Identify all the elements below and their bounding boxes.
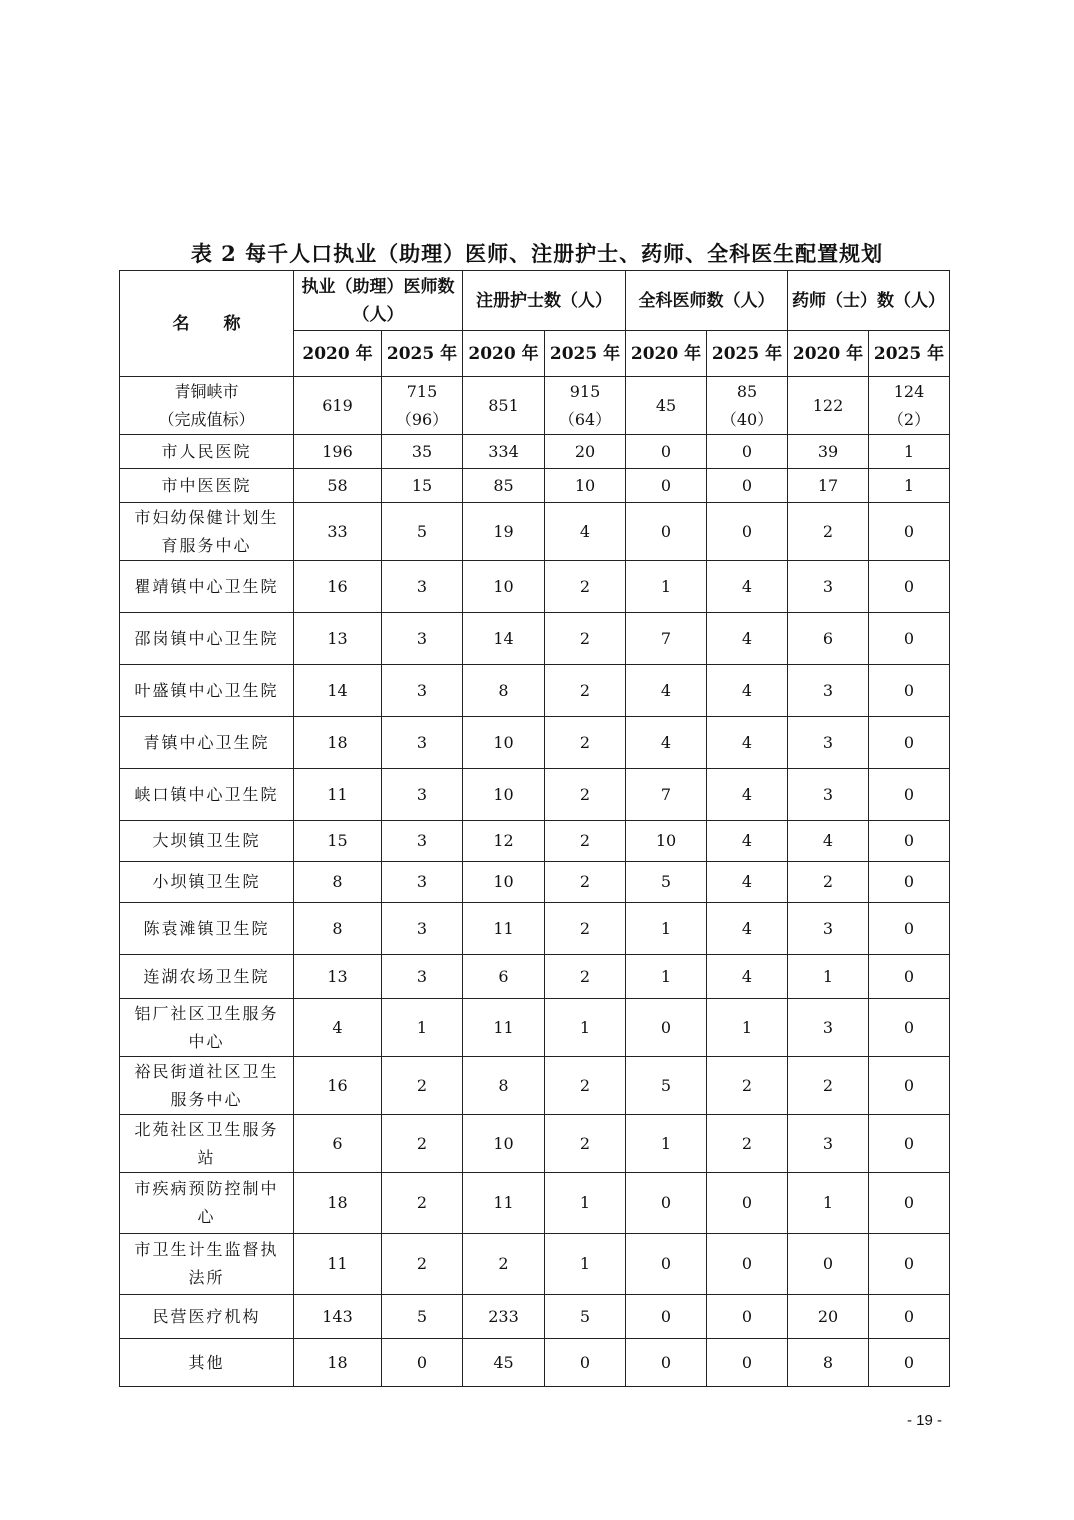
table-cell: 4: [788, 821, 869, 862]
staffing-plan-table: [119, 270, 950, 1387]
table-cell: 196: [294, 435, 382, 469]
table-cell: 5: [545, 1295, 626, 1339]
table-cell: 11: [294, 769, 382, 821]
row-name: 市疾病预防控制中心: [120, 1173, 294, 1234]
table-row: [120, 1115, 950, 1173]
table-cell: 0: [626, 999, 707, 1057]
table-cell: 0: [788, 1234, 869, 1295]
table-cell: 85: [463, 469, 545, 503]
table-cell: 0: [869, 862, 950, 903]
header-group-pharmacists: 药师（士）数（人）: [788, 271, 950, 331]
table-row: [120, 769, 950, 821]
summary-value: 124: [893, 381, 925, 401]
table-cell: 15: [382, 469, 463, 503]
table-cell: 1: [626, 955, 707, 999]
table-cell: 2: [545, 1057, 626, 1115]
table-cell: 16: [294, 1057, 382, 1115]
table-cell: 0: [869, 1234, 950, 1295]
table-cell: 2: [545, 821, 626, 862]
table-cell: 8: [463, 1057, 545, 1115]
table-cell: 0: [707, 1234, 788, 1295]
table-cell: 1: [626, 1115, 707, 1173]
table-cell: 10: [626, 821, 707, 862]
table-cell: 2: [788, 862, 869, 903]
summary-value: 715: [406, 381, 438, 401]
table-cell: 4: [707, 561, 788, 613]
table-cell: 2: [707, 1115, 788, 1173]
table-cell: 18: [294, 717, 382, 769]
table-cell: 0: [707, 1339, 788, 1387]
table-cell: 0: [707, 435, 788, 469]
table-cell: 0: [869, 503, 950, 561]
table-cell: 2: [545, 561, 626, 613]
table-cell: 1: [545, 1234, 626, 1295]
table-cell: 3: [788, 999, 869, 1057]
table-cell: 19: [463, 503, 545, 561]
table-row: [120, 435, 950, 469]
summary-cell: [869, 377, 950, 435]
table-cell: 1: [545, 1173, 626, 1234]
table-cell: 10: [463, 561, 545, 613]
table-cell: 10: [463, 862, 545, 903]
page-number: - 19 -: [906, 1412, 942, 1429]
table-cell: 3: [788, 903, 869, 955]
table-cell: 45: [463, 1339, 545, 1387]
header-group-nurses: 注册护士数（人）: [463, 271, 626, 331]
summary-cell: 45: [626, 377, 707, 435]
header-year: 2020 年: [788, 331, 869, 377]
table-cell: 2: [463, 1234, 545, 1295]
row-name: 大坝镇卫生院: [120, 821, 294, 862]
table-cell: 6: [463, 955, 545, 999]
table-cell: 2: [545, 903, 626, 955]
summary-value: 85: [736, 381, 758, 401]
summary-cell: [382, 377, 463, 435]
table-cell: 8: [788, 1339, 869, 1387]
table-cell: 10: [545, 469, 626, 503]
row-name: 市中医医院: [120, 469, 294, 503]
table-row: [120, 1173, 950, 1234]
table-cell: 1: [869, 469, 950, 503]
header-year: 2020 年: [463, 331, 545, 377]
table-cell: 3: [788, 1115, 869, 1173]
table-cell: 0: [869, 821, 950, 862]
summary-increment: （64）: [558, 409, 612, 429]
row-name: 裕民街道社区卫生服务中心: [120, 1057, 294, 1115]
table-title: 表 2 每千人口执业（助理）医师、注册护士、药师、全科医生配置规划: [190, 241, 884, 266]
table-row: [120, 903, 950, 955]
summary-increment: （2）: [887, 409, 931, 429]
table-row: [120, 561, 950, 613]
table-cell: 0: [869, 561, 950, 613]
table-cell: 4: [707, 821, 788, 862]
header-year: 2020 年: [626, 331, 707, 377]
table-cell: 13: [294, 955, 382, 999]
summary-name: [120, 377, 294, 435]
table-row: [120, 665, 950, 717]
row-name: 小坝镇卫生院: [120, 862, 294, 903]
table-cell: 0: [707, 1295, 788, 1339]
table-cell: 2: [545, 955, 626, 999]
table-cell: 3: [382, 955, 463, 999]
table-cell: 11: [463, 903, 545, 955]
table-cell: 2: [382, 1057, 463, 1115]
table-cell: 11: [294, 1234, 382, 1295]
table-cell: 15: [294, 821, 382, 862]
table-cell: 4: [626, 665, 707, 717]
table-cell: 3: [382, 821, 463, 862]
summary-cell: 851: [463, 377, 545, 435]
table-cell: 0: [382, 1339, 463, 1387]
table-cell: 1: [788, 1173, 869, 1234]
table-cell: 3: [382, 665, 463, 717]
summary-cell: 122: [788, 377, 869, 435]
row-name: 市妇幼保健计划生育服务中心: [120, 503, 294, 561]
table-cell: 17: [788, 469, 869, 503]
table-cell: 58: [294, 469, 382, 503]
table-cell: 4: [707, 955, 788, 999]
table-cell: 0: [707, 1173, 788, 1234]
row-name: 青镇中心卫生院: [120, 717, 294, 769]
table-cell: 2: [545, 613, 626, 665]
table-cell: 2: [545, 717, 626, 769]
table-cell: 0: [869, 999, 950, 1057]
row-name: 峡口镇中心卫生院: [120, 769, 294, 821]
row-name: 叶盛镇中心卫生院: [120, 665, 294, 717]
summary-cell: [545, 377, 626, 435]
summary-row: [120, 377, 950, 435]
table-cell: 0: [626, 1173, 707, 1234]
table-cell: 3: [382, 717, 463, 769]
table-cell: 0: [869, 903, 950, 955]
header-year: 2025 年: [707, 331, 788, 377]
table-cell: 18: [294, 1339, 382, 1387]
table-cell: 14: [463, 613, 545, 665]
summary-cell: [707, 377, 788, 435]
table-cell: 0: [626, 1234, 707, 1295]
row-name: 铝厂社区卫生服务中心: [120, 999, 294, 1057]
table-cell: 0: [626, 1339, 707, 1387]
table-cell: 0: [707, 503, 788, 561]
table-cell: 0: [626, 1295, 707, 1339]
table-cell: 5: [626, 862, 707, 903]
table-cell: 1: [869, 435, 950, 469]
header-group-gps: 全科医师数（人）: [626, 271, 788, 331]
table-cell: 12: [463, 821, 545, 862]
table-cell: 8: [463, 665, 545, 717]
table-cell: 0: [869, 613, 950, 665]
table-cell: 0: [869, 665, 950, 717]
header-year: 2025 年: [869, 331, 950, 377]
table-cell: 11: [463, 1173, 545, 1234]
table-cell: 2: [545, 862, 626, 903]
table-cell: 3: [382, 613, 463, 665]
table-cell: 0: [869, 1339, 950, 1387]
table-cell: 33: [294, 503, 382, 561]
table-row: [120, 955, 950, 999]
table-cell: 2: [382, 1173, 463, 1234]
header-group-physicians: 执业（助理）医师数（人）: [294, 271, 463, 331]
table-cell: 4: [707, 717, 788, 769]
header-year: 2025 年: [382, 331, 463, 377]
summary-name-line1: 青铜峡市: [174, 381, 239, 401]
table-cell: 4: [707, 903, 788, 955]
table-cell: 20: [545, 435, 626, 469]
table-row: [120, 717, 950, 769]
table-cell: 0: [626, 503, 707, 561]
row-name: 陈袁滩镇卫生院: [120, 903, 294, 955]
header-name: 名 称: [120, 271, 294, 377]
summary-increment: （40）: [720, 409, 774, 429]
table-cell: 8: [294, 903, 382, 955]
table-row: [120, 1057, 950, 1115]
table-cell: 4: [707, 769, 788, 821]
table-row: [120, 999, 950, 1057]
table-cell: 3: [382, 561, 463, 613]
table-cell: 10: [463, 717, 545, 769]
table-cell: 0: [869, 955, 950, 999]
table-cell: 2: [545, 769, 626, 821]
table-cell: 1: [382, 999, 463, 1057]
table-cell: 1: [788, 955, 869, 999]
row-name: 民营医疗机构: [120, 1295, 294, 1339]
table-cell: 2: [788, 1057, 869, 1115]
row-name: 连湖农场卫生院: [120, 955, 294, 999]
table-cell: 3: [788, 561, 869, 613]
row-name: 北苑社区卫生服务站: [120, 1115, 294, 1173]
summary-cell: 619: [294, 377, 382, 435]
table-cell: 14: [294, 665, 382, 717]
table-row: [120, 1234, 950, 1295]
table-cell: 16: [294, 561, 382, 613]
table-row: [120, 503, 950, 561]
table-row: [120, 862, 950, 903]
table-cell: 10: [463, 1115, 545, 1173]
summary-value: 915: [569, 381, 601, 401]
table-cell: 10: [463, 769, 545, 821]
table-cell: 3: [788, 769, 869, 821]
table-cell: 3: [382, 769, 463, 821]
table-cell: 2: [788, 503, 869, 561]
table-row: [120, 1295, 950, 1339]
summary-name-line2: （完成值标）: [158, 409, 255, 429]
table-cell: 8: [294, 862, 382, 903]
table-cell: 0: [545, 1339, 626, 1387]
table-cell: 0: [869, 1057, 950, 1115]
table-cell: 2: [382, 1115, 463, 1173]
table-cell: 0: [869, 1173, 950, 1234]
table-cell: 20: [788, 1295, 869, 1339]
table-cell: 233: [463, 1295, 545, 1339]
table-row: [120, 469, 950, 503]
table-cell: 3: [382, 862, 463, 903]
table-cell: 11: [463, 999, 545, 1057]
table-cell: 2: [707, 1057, 788, 1115]
table-cell: 0: [869, 1115, 950, 1173]
table-row: [120, 613, 950, 665]
table-cell: 4: [626, 717, 707, 769]
table-cell: 2: [545, 1115, 626, 1173]
table-cell: 13: [294, 613, 382, 665]
table-cell: 1: [707, 999, 788, 1057]
table-cell: 143: [294, 1295, 382, 1339]
row-name: 市人民医院: [120, 435, 294, 469]
table-cell: 4: [294, 999, 382, 1057]
table-cell: 3: [788, 665, 869, 717]
table-row: [120, 1339, 950, 1387]
table-cell: 1: [545, 999, 626, 1057]
table-cell: 0: [707, 469, 788, 503]
table-cell: 6: [294, 1115, 382, 1173]
table-cell: 0: [869, 1295, 950, 1339]
table-cell: 3: [382, 903, 463, 955]
table-cell: 3: [788, 717, 869, 769]
table-cell: 7: [626, 769, 707, 821]
table-cell: 1: [626, 561, 707, 613]
header-year: 2020 年: [294, 331, 382, 377]
table-cell: 35: [382, 435, 463, 469]
table-cell: 2: [382, 1234, 463, 1295]
table-cell: 0: [626, 435, 707, 469]
table-cell: 4: [707, 613, 788, 665]
table-cell: 2: [545, 665, 626, 717]
table-cell: 5: [382, 503, 463, 561]
table-cell: 4: [707, 862, 788, 903]
row-name: 瞿靖镇中心卫生院: [120, 561, 294, 613]
table-row: [120, 821, 950, 862]
table-cell: 5: [382, 1295, 463, 1339]
table-cell: 0: [869, 769, 950, 821]
table-cell: 0: [626, 469, 707, 503]
table-cell: 4: [545, 503, 626, 561]
summary-increment: （96）: [395, 409, 449, 429]
table-cell: 0: [869, 717, 950, 769]
table-cell: 7: [626, 613, 707, 665]
table-cell: 18: [294, 1173, 382, 1234]
row-name: 市卫生计生监督执法所: [120, 1234, 294, 1295]
table-cell: 6: [788, 613, 869, 665]
header-year: 2025 年: [545, 331, 626, 377]
table-cell: 39: [788, 435, 869, 469]
table-cell: 334: [463, 435, 545, 469]
row-name: 邵岗镇中心卫生院: [120, 613, 294, 665]
table-cell: 4: [707, 665, 788, 717]
table-cell: 1: [626, 903, 707, 955]
row-name: 其他: [120, 1339, 294, 1387]
table-cell: 5: [626, 1057, 707, 1115]
